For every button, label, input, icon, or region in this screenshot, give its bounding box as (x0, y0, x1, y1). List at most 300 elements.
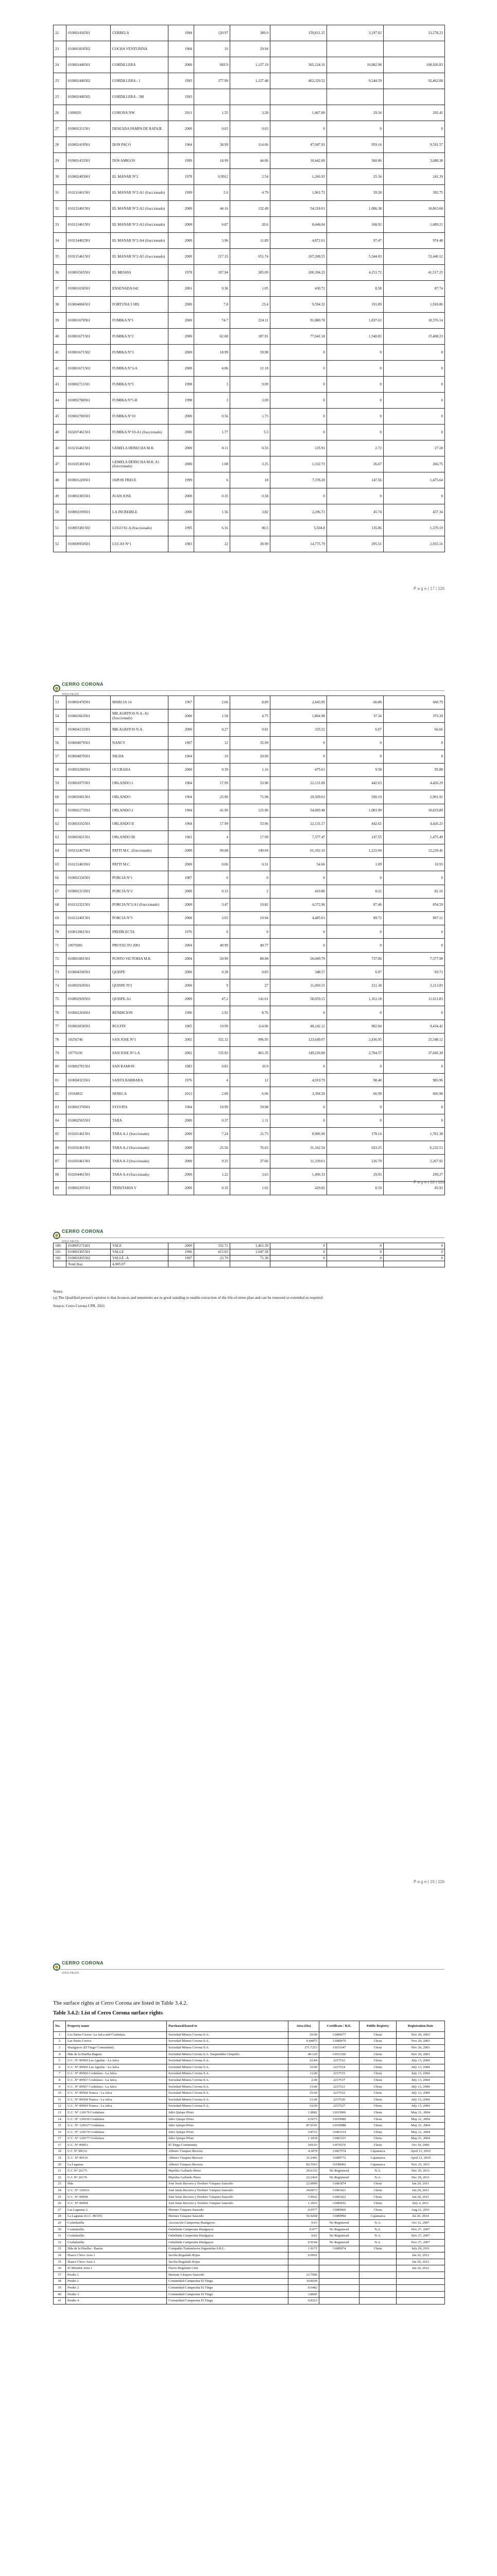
table-cell: TARA A-4 (fraccionado) (111, 1168, 168, 1181)
table-cell: 82 (54, 1087, 66, 1100)
table-cell: 010002199501 (66, 504, 111, 520)
table-cell: 2,955.16 (384, 536, 445, 552)
table-cell: 0 (327, 1100, 384, 1114)
table-cell: 737.06 (327, 952, 384, 965)
table-cell: No Registered (319, 2220, 359, 2227)
table-row (54, 2285, 445, 2292)
table-cell: 2,296.71 (270, 504, 327, 520)
table-cell: 0 (384, 1255, 445, 1261)
table-cell: July 4, 2011 (397, 2200, 445, 2207)
table-cell: FUMIKA N°5 (111, 377, 168, 393)
table-cell: 0 (270, 1060, 327, 1074)
table-cell: Sociedad Minera Corona S.A. (167, 2103, 288, 2110)
table-cell: 39 (54, 2285, 66, 2292)
table-cell: 10.82 (230, 898, 270, 911)
table-row (54, 2058, 445, 2064)
table-cell: 1994 (168, 25, 194, 41)
table-cell: 2000 (168, 885, 194, 898)
table-cell: 2000 (168, 1114, 194, 1127)
tenement-table-p17 (53, 25, 445, 552)
table-cell: 5 (54, 2058, 66, 2064)
table-cell: 11089974 (319, 2246, 359, 2252)
table-cell: Chota (359, 2103, 397, 2110)
table-cell: 53.96 (230, 817, 270, 831)
table-cell: PORCIA N°2-A1 (fraccionado) (111, 898, 168, 911)
table-cell: TARA A-2 (fraccionado) (111, 1141, 168, 1155)
table-cell: 0.03 (288, 2220, 319, 2227)
table-cell: 0 (327, 1060, 384, 1074)
table-cell: 49.77 (230, 939, 270, 952)
table-cell: 2004 (168, 952, 194, 965)
table-cell: 79 (54, 1046, 66, 1060)
table-cell: 010004190501 (66, 965, 111, 979)
table-cell: 0 (270, 488, 327, 504)
table-cell: 35 (54, 249, 66, 265)
table-cell: EL MANAR N°2-A2 (fraccionado) (111, 201, 168, 217)
table-cell: VALE (111, 1243, 168, 1249)
table-cell: 159,831.25 (270, 25, 327, 41)
table-row (54, 1155, 445, 1168)
table-cell: 1,461.39 (230, 1243, 270, 1249)
table-cell: 3,688.38 (384, 153, 445, 169)
table-cell: SAN JOSE N°1 (111, 1033, 168, 1046)
table-cell: 010002081501 (66, 790, 111, 804)
table-row (54, 898, 445, 911)
table-cell: 0.44875 (288, 2038, 319, 2045)
table-cell: 24 (54, 2188, 66, 2194)
table-cell: 6 (54, 2064, 66, 2071)
table-cell: 010215461501 (66, 249, 111, 265)
header-rule (53, 1969, 444, 1970)
table-row (54, 2123, 445, 2129)
table-row (54, 1128, 445, 1141)
table-cell: La Lagunas (66, 2161, 167, 2168)
table-cell: 0 (384, 425, 445, 440)
table-cell: 4,485.61 (270, 912, 327, 925)
table-cell: 77,041.18 (270, 329, 327, 345)
table-cell: 2000 (168, 1168, 194, 1181)
table-cell: MILAGRITOS N.A.-A1 (fraccionado) (111, 709, 168, 723)
table-row (54, 2278, 445, 2285)
table-cell: Predio 3 (66, 2291, 167, 2298)
table-cell: 40.99 (194, 939, 230, 952)
column-header: No. (54, 2021, 66, 2032)
table-cell: 8.76 (230, 1006, 270, 1020)
table-cell: 29 (54, 2220, 66, 2227)
table-cell: 102 (54, 1255, 66, 1261)
table-cell: 47 (54, 456, 66, 472)
table-cell: 27 (230, 979, 270, 992)
table-row (54, 804, 445, 817)
table-cell: 100 (54, 1243, 66, 1249)
table-row (54, 57, 445, 73)
table-cell: 20.00 (288, 2032, 319, 2039)
table-row (54, 1087, 445, 1100)
table-cell: 56 (54, 736, 66, 750)
table-cell: 0.27 (194, 723, 230, 736)
table-cell: Chota (359, 2181, 397, 2188)
table-cell: 1997 (168, 1255, 194, 1261)
table-cell: 0 (327, 425, 384, 440)
table-cell: 52 (54, 536, 66, 552)
table-cell: 82.16 (384, 885, 445, 898)
table-cell (397, 2298, 445, 2304)
table-cell: 332.72 (194, 1243, 230, 1249)
table-row (54, 41, 445, 57)
table-cell: 010002565501 (66, 1114, 111, 1127)
table-cell: 84 (54, 1114, 66, 1127)
table-row (54, 2181, 445, 2188)
table-cell: Total (ha) (66, 1261, 111, 1267)
table-cell: 1996 (168, 1249, 194, 1255)
table-cell: TRINITARIA V (111, 1181, 168, 1195)
table-cell: Chota (359, 2032, 397, 2039)
table-cell: Jacoba Regalado Rojas (167, 2259, 288, 2265)
table-cell: 10,819.89 (384, 804, 445, 817)
table-cell: Hda (66, 2181, 167, 2188)
table-cell: Coshnlarilla (66, 2233, 167, 2240)
table-row (54, 2240, 445, 2246)
table-row (54, 25, 445, 41)
table-cell: Cajamarca (359, 2155, 397, 2162)
table-row (54, 965, 445, 979)
table-cell: FUMIKA N°1 (111, 313, 168, 329)
table-cell: 010002663501 (66, 709, 111, 723)
table-cell: 2.54 (230, 169, 270, 185)
table-cell: PORCIA N°3 (111, 912, 168, 925)
table-cell: Sociedad Minera Corona S.A. (167, 2071, 288, 2077)
table-cell: 010105381501 (66, 456, 111, 472)
table-cell: JAPON TRECE (111, 472, 168, 488)
table-cell: 43 (54, 377, 66, 393)
table-cell: 0 (327, 750, 384, 763)
table-cell: 475.61 (270, 763, 327, 776)
table-cell: 12 (54, 2103, 66, 2110)
table-cell: 17 (54, 2136, 66, 2142)
table-cell: 389.9 (230, 25, 270, 41)
table-cell (397, 2278, 445, 2285)
table-cell: Hipólito Gallardo Pérez (167, 2168, 288, 2175)
table-cell: 31 (54, 185, 66, 201)
table-cell: 5.8715 (288, 2129, 319, 2136)
table-cell: 141.61 (230, 993, 270, 1006)
table-cell (194, 1261, 230, 1267)
table-cell (359, 2272, 397, 2278)
table-cell: EL MANAR N°2-A1 (fraccionado) (111, 185, 168, 201)
table-row (54, 2077, 445, 2084)
table-cell: Chota (359, 2071, 397, 2077)
table-row (54, 233, 445, 249)
table-cell: 21 (54, 2168, 66, 2175)
table-cell: 457.34 (384, 504, 445, 520)
table-row (54, 440, 445, 456)
table-cell: 1967 (168, 871, 194, 885)
table-cell: SAN RAMON (111, 1060, 168, 1074)
table-cell: 0 (270, 1249, 327, 1255)
table-cell: 1.77 (194, 425, 230, 440)
table-cell: 37 (54, 281, 66, 297)
table-cell: 217.33 (194, 249, 230, 265)
table-cell: 5,901.92 (384, 790, 445, 804)
table-cell: 0 (270, 1243, 327, 1249)
table-cell: 16 (54, 2129, 66, 2136)
table-cell (359, 2298, 397, 2304)
table-row (54, 504, 445, 520)
table-header-row (54, 2021, 445, 2032)
table-cell: 3 (54, 2045, 66, 2052)
table-cell: 30 (54, 169, 66, 185)
table-cell: 33 (54, 2246, 66, 2252)
table-cell: EL MANAR N°2 (111, 169, 168, 185)
table-cell: 0 (270, 939, 327, 952)
table-cell: N.A. (359, 2175, 397, 2181)
table-cell: 0 (327, 1114, 384, 1127)
table-cell: 25.56 (194, 1141, 230, 1155)
table-cell: COCHA VENTURINA (111, 41, 168, 57)
table-cell: 2000 (168, 763, 194, 776)
table-cell: 25 (54, 73, 66, 89)
table-row (54, 536, 445, 552)
table-cell: 8.59 (327, 1181, 384, 1195)
table-cell: 71.98 (230, 790, 270, 804)
table-cell: 1,961.72 (270, 185, 327, 201)
table-cell: 0 (384, 871, 445, 885)
table-cell: Julio Quispe Pérez (167, 2116, 288, 2123)
table-cell: ORLANDO 1 (111, 777, 168, 790)
table-cell: Chota (359, 2110, 397, 2116)
table-cell: 1976 (168, 925, 194, 939)
table-cell: 1964 (168, 817, 194, 831)
table-cell: JUAN JOSE (111, 488, 168, 504)
table-cell: 0.5675 (288, 2116, 319, 2123)
table-cell: DESEADA PAMPA DE RATAJE (111, 121, 168, 137)
table-row (54, 2175, 445, 2181)
table-row (54, 925, 445, 939)
logo (53, 1226, 104, 1245)
table-cell: 2000 (168, 504, 194, 520)
table-cell: Herman Vásquez Saucedo (167, 2272, 288, 2278)
table-cell: Comunidad Campesina El Tingo (167, 2278, 288, 2285)
table-cell: 2.00 (288, 2077, 319, 2084)
table-cell: Sociedad Minera Corona S.A. (167, 2045, 288, 2052)
table-cell (359, 2278, 397, 2285)
table-row (54, 1114, 445, 1127)
table-cell: 410.86 (270, 885, 327, 898)
table-cell: 62.68 (194, 329, 230, 345)
table-cell: 147.56 (327, 472, 384, 488)
table-cell: SANTA BARBARA (111, 1074, 168, 1087)
table-cell (270, 89, 327, 105)
table-cell: 2000 (168, 993, 194, 1006)
table-cell: 1993 (168, 73, 194, 89)
table-cell: 3.82 (230, 504, 270, 520)
table-cell: 1965 (168, 1020, 194, 1033)
table-cell: 266.75 (384, 456, 445, 472)
table-cell: 1,475.49 (384, 831, 445, 844)
table-cell: 37 (54, 2272, 66, 2278)
table-cell: 1961 (168, 831, 194, 844)
table-cell: 8,446.04 (270, 217, 327, 233)
table-cell: 64 (54, 844, 66, 858)
table-row (54, 1100, 445, 1114)
table-cell: 37,845.30 (384, 1046, 445, 1060)
table-cell: 2.72 (327, 440, 384, 456)
table-cell: 57 (54, 750, 66, 763)
table-cell: 123,649.07 (270, 1033, 327, 1046)
table-row (54, 2103, 445, 2110)
table-cell: 29.99 (230, 750, 270, 763)
table-cell: U.C. N° 89569 Las Aguilas - La Jalca (66, 2064, 167, 2071)
table-cell: 0 (327, 121, 384, 137)
table-cell: 108,926.83 (384, 57, 445, 73)
table-cell: Hda de la Huelba Baguia (66, 2051, 167, 2058)
table-row (54, 993, 445, 1006)
table-cell: 0.03 (230, 121, 270, 137)
table-row (54, 377, 445, 393)
table-cell: 0 (327, 925, 384, 939)
table-cell: Nov 27, 2007 (397, 2226, 445, 2233)
table-cell: 11,069.15 (270, 979, 327, 992)
table-cell: 0.6442 (288, 2285, 319, 2292)
table-cell: Chota (359, 2123, 397, 2129)
table-cell: 11033006 (319, 2110, 359, 2116)
table-cell: 55 (54, 723, 66, 736)
table-cell: 135.93 (194, 1046, 230, 1060)
table-cell: 42 (54, 361, 66, 377)
table-cell: 2004 (168, 939, 194, 952)
table-cell: 23.4 (230, 297, 270, 313)
table-cell: 0 (270, 736, 327, 750)
table-cell: 11076576 (319, 2142, 359, 2149)
table-cell: 5.9922 (288, 2194, 319, 2200)
table-cell: 82.5563 (288, 2161, 319, 2168)
note-item: (a) The Qualified person's opinion is that licences and tenements are in good standing to enable extraction of the life-of-mine plan and can be renewed or extended as required. (53, 1295, 323, 1300)
table-cell: 0 (230, 871, 270, 885)
table-cell: 78 (54, 1033, 66, 1046)
table-cell: El Mirador Area 1 (66, 2265, 167, 2272)
table-cell: 17.99 (194, 777, 230, 790)
table-cell: 22 (54, 2175, 66, 2181)
table-cell: 010001671503 (66, 361, 111, 377)
table-cell: Jan 20, 2012 (397, 2252, 445, 2259)
table-cell: 623.25 (327, 1141, 384, 1155)
table-cell (319, 2272, 359, 2278)
table-cell: 80.98 (230, 952, 270, 965)
table-cell: FUMIKA N°10 (111, 409, 168, 425)
table-row (54, 2188, 445, 2194)
table-cell: 3.63 (230, 1168, 270, 1181)
table-cell: 010002313501 (66, 885, 111, 898)
table-cell: José Jesús Becerra y Teodoro Vásquez Saucedo (167, 2194, 288, 2200)
table-cell: 4,372.96 (270, 898, 327, 911)
table-cell: 19 (54, 2155, 66, 2162)
table-cell: Comunidad Campesina El Tingo (167, 2285, 288, 2292)
table-cell: 12 (194, 736, 230, 750)
table-cell: 0.077 (288, 2226, 319, 2233)
table-cell: 0 (270, 925, 327, 939)
table-row (54, 217, 445, 233)
table-cell: Nov 20, 2003 (397, 2032, 445, 2039)
table-cell: 4,426.23 (384, 817, 445, 831)
table-cell: 226.79 (327, 1155, 384, 1168)
table-cell: Nov 23, 2011 (397, 2161, 445, 2168)
table-cell: 4,872.61 (270, 233, 327, 249)
table-cell: U.C. N° 120161 (66, 2188, 167, 2194)
table-cell: 75 (54, 993, 66, 1006)
table-cell: Chota (359, 2142, 397, 2149)
table-cell (168, 1261, 194, 1267)
table-cell: 010002440502 (66, 73, 111, 89)
table-cell (319, 2278, 359, 2285)
notes-label: Notes: (53, 1289, 63, 1294)
table-cell: 2000 (168, 313, 194, 329)
table-row (54, 2226, 445, 2233)
table-cell: 2000 (168, 488, 194, 504)
table-cell: 2000 (168, 456, 194, 472)
table-cell: Sociedad Minera Corona S.A. (167, 2058, 288, 2064)
table-cell: 45 (54, 409, 66, 425)
table-cell: 010001453501 (66, 153, 111, 169)
table-cell (359, 2265, 397, 2272)
table-cell: 30 (54, 2226, 66, 2233)
table-cell: 48,142.12 (270, 1020, 327, 1033)
table-cell (327, 1261, 384, 1267)
table-cell: Chota (359, 2194, 397, 2200)
table-cell: 1,047.58 (230, 1249, 270, 1255)
table-cell: 1,127.48 (230, 73, 270, 89)
table-cell: 11190002 (319, 2161, 359, 2168)
table-cell: 9 (54, 2083, 66, 2090)
table-cell: 97.47 (327, 233, 384, 249)
table-cell: Huaco Chico Area 2 (66, 2259, 167, 2265)
table-cell: 2000 (168, 709, 194, 723)
table-cell: 8.58 (327, 281, 384, 297)
table-cell: 29 (54, 153, 66, 169)
table-cell: Sociedad Minera Corona S.A. (167, 2096, 288, 2103)
table-row (54, 361, 445, 377)
table-cell: 1996 (168, 1006, 194, 1020)
table-cell: 2000 (168, 440, 194, 456)
table-cell: Chota (359, 2051, 397, 2058)
table-row (54, 2136, 445, 2142)
page-19 (0, 1226, 497, 1958)
table-cell: 959.16 (327, 137, 384, 153)
table-cell: No Registered (319, 2240, 359, 2246)
table-cell: 26 (54, 105, 66, 121)
table-cell: Huaco Chico Area 1 (66, 2252, 167, 2259)
table-cell: 27 (54, 121, 66, 137)
table-cell: 1,864.98 (270, 709, 327, 723)
table-cell: 132.49 (230, 201, 270, 217)
table-row (54, 2220, 445, 2227)
table-cell: 010003381502 (66, 520, 111, 536)
table-cell: 135.91 (270, 440, 327, 456)
table-cell: FUMIKA N°3 (111, 345, 168, 361)
column-header: Area (Ha) (288, 2021, 319, 2032)
table-cell: QUISPE-A1 (111, 993, 168, 1006)
table-cell: 0 (327, 345, 384, 361)
table-cell: 010212401501 (66, 912, 111, 925)
table-cell: Flavio Regalado Cruz (167, 2265, 288, 2272)
table-cell: 0 (384, 488, 445, 504)
table-cell: 20,049.79 (270, 952, 327, 965)
table-row (54, 456, 445, 472)
logo-subtitle: GOLD FIELDS (62, 693, 79, 696)
table-cell: FUMIKA N°10-A1 (fraccionado) (111, 425, 168, 440)
table-cell: La Lagunas (U.C. 89335) (66, 2213, 167, 2220)
table-row (54, 2213, 445, 2220)
table-cell: 10776191 (66, 1046, 111, 1060)
